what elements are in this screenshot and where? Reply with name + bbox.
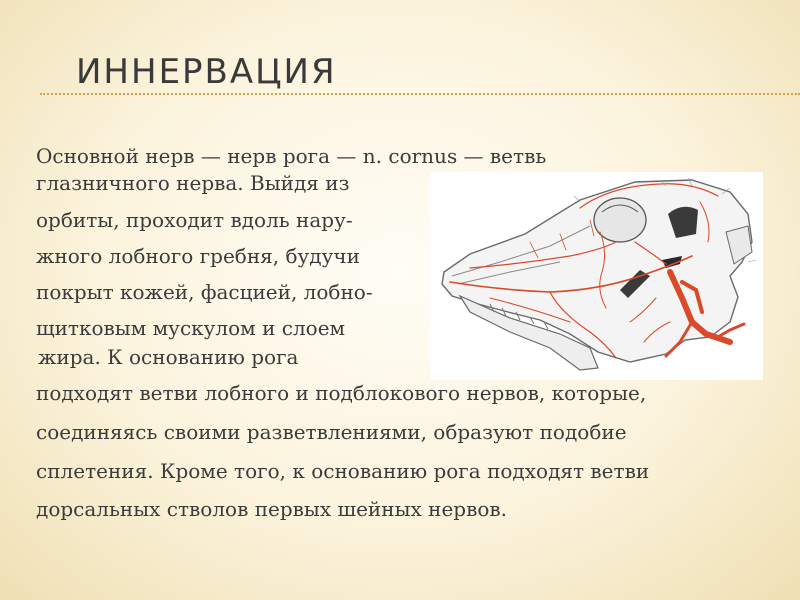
text-line: орбиты, проходит вдоль нару- <box>36 208 353 232</box>
text-line: Основной нерв — нерв рога — n. cornus — ветвь <box>36 144 547 168</box>
text-line: жира. К основанию рога <box>38 345 299 369</box>
text-line: покрыт кожей, фасцией, лобно- <box>36 280 373 304</box>
text-line: сплетения. Кроме того, к основанию рога подходят ветви <box>36 459 650 483</box>
text-line: жного лобного гребня, будучи <box>36 244 360 268</box>
skull-anatomy-illustration <box>430 172 763 380</box>
title-divider <box>40 93 800 95</box>
text-line: соединяясь своими разветвлениями, образуют подобие <box>36 420 627 444</box>
text-line: глазничного нерва. Выйдя из <box>36 171 350 195</box>
text-line: подходят ветви лобного и подблокового нервов, которые, <box>36 381 647 405</box>
skull-anatomy-icon <box>430 172 763 380</box>
text-line: щитковым мускулом и слоем <box>36 316 346 340</box>
text-line: дорсальных стволов первых шейных нервов. <box>36 497 508 521</box>
slide-title: ИННЕРВАЦИЯ <box>76 52 337 92</box>
